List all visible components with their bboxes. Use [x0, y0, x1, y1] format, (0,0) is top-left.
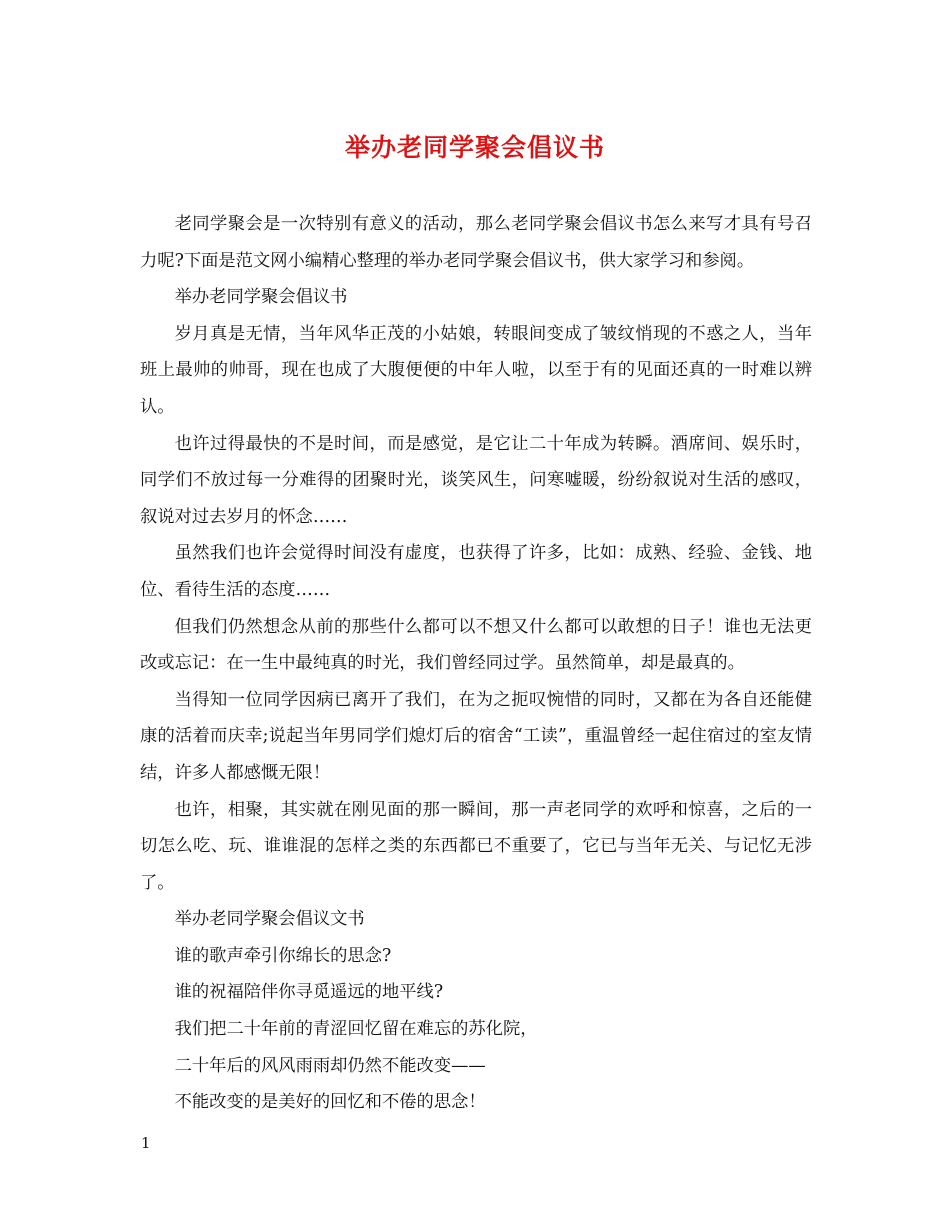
paragraph: 岁月真是无情，当年风华正茂的小姑娘，转眼间变成了皱纹悄现的不惑之人，当年班上最帅的帅哥，现在也成了大腹便便的中年人啦，以至于有的见面还真的一时难以辨认。	[140, 323, 812, 417]
poem-line: 谁的歌声牵引你绵长的思念?	[174, 945, 392, 966]
paragraph: 也许过得最快的不是时间，而是感觉，是它让二十年成为转瞬。酒席间、娱乐时，同学们不放过每一分难得的团聚时光，谈笑风生，问寒嘘暖，纷纷叙说对生活的感叹，叙说对过去岁月的怀念……	[140, 433, 812, 527]
paragraph-intro: 老同学聚会是一次特别有意义的活动，那么老同学聚会倡议书怎么来写才具有号召力呢?下面是范文网小编精心整理的举办老同学聚会倡议书，供大家学习和参阅。	[140, 214, 812, 271]
paragraph: 当得知一位同学因病已离开了我们，在为之扼叹惋惜的同时，又都在为各自还能健康的活着而庆幸;说起当年男同学们熄灯后的宿舍“工读”，重温曾经一起住宿过的室友情结，许多人都感慨无限！	[140, 689, 812, 783]
poem-line: 我们把二十年前的青涩回忆留在难忘的苏化院，	[174, 1019, 538, 1040]
poem-line: 谁的祝福陪伴你寻觅遥远的地平线?	[174, 982, 444, 1003]
document-body	[140, 206, 812, 1121]
poem-line: 二十年后的风风雨雨却仍然不能改变——	[174, 1055, 486, 1076]
page-number: 1	[141, 1134, 151, 1152]
section-heading: 举办老同学聚会倡议书	[174, 287, 348, 308]
paragraph: 也许，相聚，其实就在刚见面的那一瞬间，那一声老同学的欢呼和惊喜，之后的一切怎么吃、玩、谁谁混的怎样之类的东西都已不重要了，它已与当年无关、与记忆无涉了。	[140, 799, 812, 893]
poem-line: 不能改变的是美好的回忆和不倦的思念！	[174, 1092, 486, 1113]
paragraph: 虽然我们也许会觉得时间没有虚度，也获得了许多，比如：成熟、经验、金钱、地位、看待生活的态度……	[140, 543, 812, 600]
document-title: 举办老同学聚会倡议书	[344, 133, 605, 162]
section-heading: 举办老同学聚会倡议文书	[174, 909, 365, 930]
paragraph: 但我们仍然想念从前的那些什么都可以不想又什么都可以敢想的日子！谁也无法更改或忘记：在一生中最纯真的时光，我们曾经同过学。虽然简单，却是最真的。	[140, 616, 812, 674]
